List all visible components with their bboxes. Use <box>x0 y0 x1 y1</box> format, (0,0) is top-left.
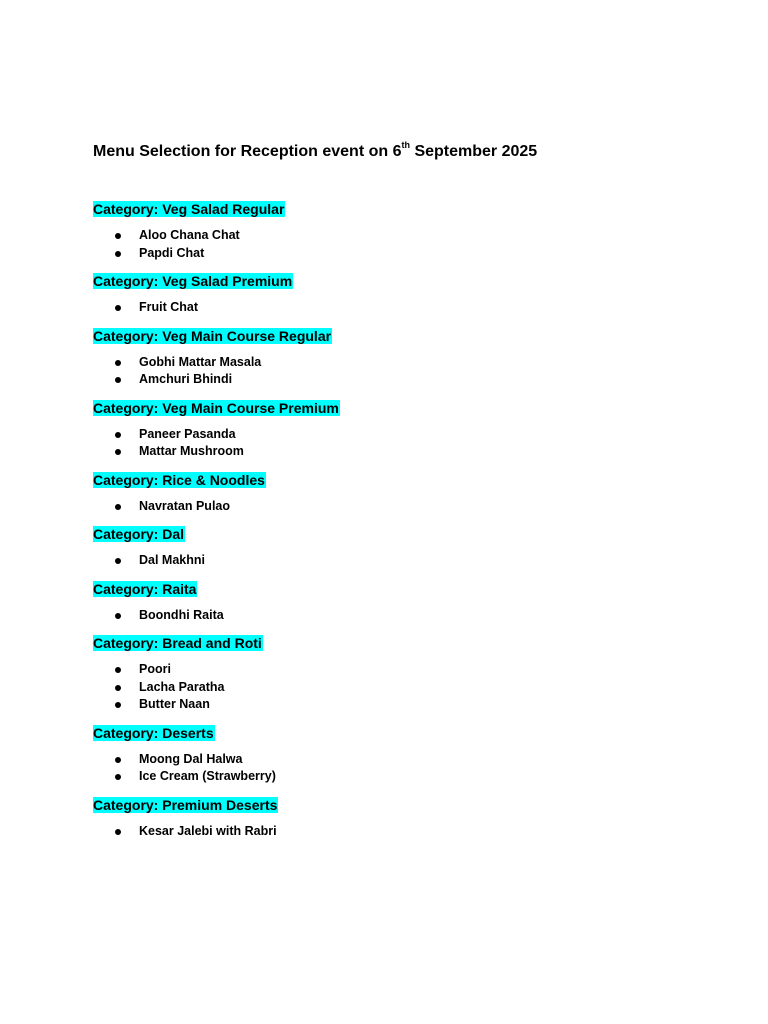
category-heading-text: Category: Veg Main Course Premium <box>93 399 339 416</box>
bullet-icon <box>115 702 121 708</box>
menu-sections <box>93 199 713 840</box>
menu-category-section <box>93 795 713 841</box>
menu-item-label: Fruit Chat <box>139 300 199 314</box>
category-heading <box>93 579 197 599</box>
menu-item-label: Moong Dal Halwa <box>139 751 243 766</box>
menu-item <box>93 245 713 263</box>
menu-item-list <box>93 426 713 461</box>
menu-item-label: Amchuri Bhindi <box>139 372 233 386</box>
menu-item <box>93 299 713 317</box>
menu-category-section <box>93 579 713 625</box>
menu-category-section <box>93 470 713 516</box>
menu-item-list <box>93 498 713 516</box>
category-heading <box>93 470 266 490</box>
menu-item-label: Navratan Pulao <box>139 498 231 513</box>
menu-category-section <box>93 199 713 262</box>
menu-item <box>93 679 713 697</box>
menu-item-label: Mattar Mushroom <box>139 444 244 458</box>
category-heading <box>93 199 285 219</box>
menu-item <box>93 498 713 516</box>
bullet-icon <box>115 305 121 311</box>
title-superscript: th <box>401 139 410 150</box>
bullet-icon <box>115 432 121 438</box>
page-title <box>93 141 713 163</box>
menu-category-section <box>93 524 713 570</box>
menu-item <box>93 443 713 461</box>
category-heading <box>93 795 278 815</box>
category-heading-text: Category: Veg Salad Regular <box>93 201 285 217</box>
category-heading <box>93 271 293 291</box>
menu-item-label: Poori <box>139 662 171 676</box>
category-heading-text: Category: Veg Main Course Regular <box>93 327 332 344</box>
menu-item <box>93 227 713 245</box>
menu-item <box>93 354 713 372</box>
menu-item <box>93 751 713 769</box>
menu-item <box>93 607 713 625</box>
menu-item <box>93 552 713 570</box>
menu-category-section <box>93 271 713 317</box>
bullet-icon <box>115 685 121 691</box>
bullet-icon <box>115 829 121 835</box>
bullet-icon <box>115 504 121 510</box>
menu-item-list <box>93 661 713 714</box>
menu-category-section <box>93 723 713 786</box>
category-heading-text: Category: Deserts <box>93 724 214 741</box>
menu-item <box>93 661 713 679</box>
menu-item-list <box>93 751 713 786</box>
menu-item-list <box>93 552 713 570</box>
category-heading-text: Category: Bread and Roti <box>93 635 262 651</box>
bullet-icon <box>115 233 121 239</box>
category-heading <box>93 723 215 743</box>
category-heading <box>93 398 340 418</box>
menu-item-label: Gobhi Mattar Masala <box>139 354 262 369</box>
bullet-icon <box>115 757 121 763</box>
menu-item-label: Ice Cream (Strawberry) <box>139 769 276 783</box>
menu-item-list <box>93 354 713 389</box>
menu-item-list <box>93 607 713 625</box>
menu-item-label: Dal Makhni <box>139 553 205 567</box>
menu-item-label: Butter Naan <box>139 697 210 711</box>
category-heading-text: Category: Raita <box>93 580 197 597</box>
category-heading <box>93 326 332 346</box>
category-heading-text: Category: Veg Salad Premium <box>93 273 293 289</box>
category-heading-text: Category: Rice & Noodles <box>93 471 265 488</box>
menu-item-label: Aloo Chana Chat <box>139 228 240 242</box>
category-heading <box>93 524 185 544</box>
category-heading-text: Category: Dal <box>93 526 185 542</box>
menu-item <box>93 371 713 389</box>
bullet-icon <box>115 449 121 455</box>
menu-item-list <box>93 227 713 262</box>
bullet-icon <box>115 251 121 257</box>
menu-category-section <box>93 633 713 714</box>
bullet-icon <box>115 774 121 780</box>
bullet-icon <box>115 613 121 619</box>
document-page <box>93 141 713 849</box>
menu-item <box>93 768 713 786</box>
menu-category-section <box>93 398 713 461</box>
menu-item-list <box>93 299 713 317</box>
menu-item <box>93 696 713 714</box>
category-heading-text: Category: Premium Deserts <box>93 796 278 813</box>
menu-item <box>93 823 713 841</box>
category-heading <box>93 633 263 653</box>
menu-item-label: Boondhi Raita <box>139 607 224 622</box>
bullet-icon <box>115 558 121 564</box>
bullet-icon <box>115 360 121 366</box>
bullet-icon <box>115 667 121 673</box>
menu-item-label: Papdi Chat <box>139 245 205 260</box>
bullet-icon <box>115 377 121 383</box>
menu-item <box>93 426 713 444</box>
menu-item-label: Paneer Pasanda <box>139 426 236 441</box>
menu-item-list <box>93 823 713 841</box>
menu-category-section <box>93 326 713 389</box>
title-tail: September 2025 <box>410 143 538 160</box>
title-main: Menu Selection for Reception event on 6 <box>93 143 402 160</box>
menu-item-label: Lacha Paratha <box>139 679 225 694</box>
menu-item-label: Kesar Jalebi with Rabri <box>139 823 277 838</box>
